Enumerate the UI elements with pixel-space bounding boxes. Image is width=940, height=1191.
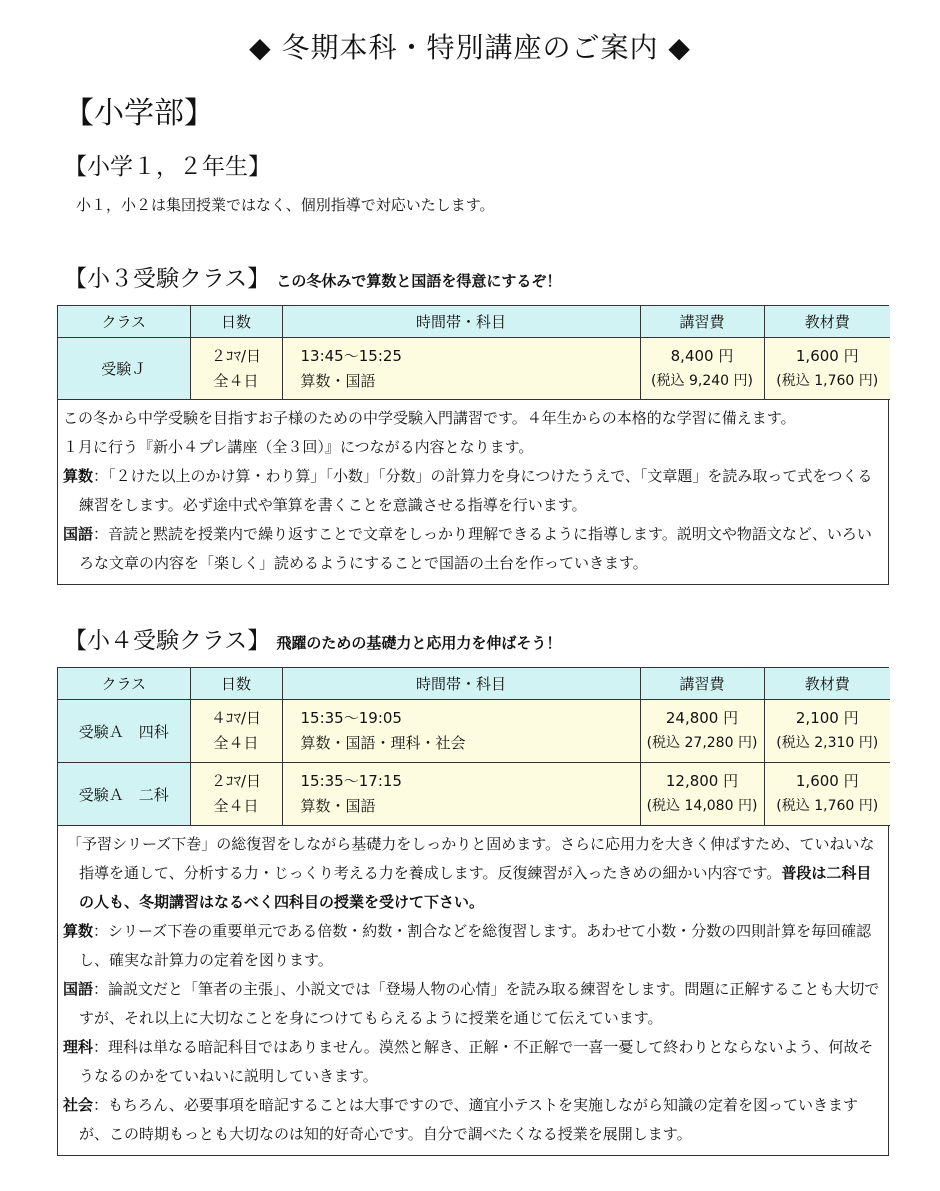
page-title: ◆ 冬期本科・特別講座のご案内 ◆ — [249, 31, 691, 64]
material-tax: (税込 2,310 円) — [776, 735, 879, 751]
time-range: 15:35～17:15 — [300, 772, 402, 790]
header-class: クラス — [58, 668, 190, 700]
desc-line: １月に行う『新小４プレ講座（全３回）』につながる内容となります。 — [63, 438, 534, 456]
days-cell — [190, 700, 282, 763]
science-label: 理科 — [63, 1038, 94, 1056]
material-tax: (税込 1,760 円) — [776, 372, 879, 389]
fee-cell — [640, 338, 764, 400]
grade3-table — [58, 306, 890, 400]
subjects: 算数・国語 — [300, 797, 376, 815]
grade4-heading-title: 【小４受験クラス】 — [64, 628, 271, 654]
time-cell — [282, 338, 640, 400]
math-text: ：シリーズ下巻の重要単元である倍数・約数・割合などを総復習します。あわせて小数・分数の四則計算を毎回確認し、確実な計算力の定着を図ります。 — [79, 922, 872, 969]
social-label: 社会 — [63, 1096, 94, 1114]
fee-tax: (税込 27,280 円) — [646, 735, 758, 751]
grade4-table — [58, 668, 890, 826]
days-per-day: ２ｺﾏ/日 — [210, 346, 262, 365]
class-cell: 受験Ｊ — [58, 338, 190, 400]
grade4-lead — [63, 830, 882, 917]
days-total: 全４日 — [213, 797, 259, 815]
material-cell — [764, 763, 890, 826]
material-amount: 1,600 円 — [795, 346, 859, 365]
time-cell — [282, 700, 640, 763]
japanese-text: ：論説文だと「筆者の主張」、小説文では「登場人物の心情」を読み取る練習をします。問題に正解することも大切ですが、それ以上に大切なことを身につけてもらえるように授業を通じて伝えています。 — [79, 980, 880, 1027]
table-row — [58, 338, 890, 400]
class-cell: 受験Ａ 四科 — [58, 700, 190, 763]
days-cell — [190, 338, 282, 400]
math-text: ：「２けた以上のかけ算・わり算」「小数」「分数」の計算力を身につけたうえで、「文章題」を読み取って式をつくる練習をします。必ず途中式や筆算を書くことを意識させる指導を行います。 — [79, 467, 873, 514]
header-days: 日数 — [190, 306, 282, 338]
science-text: ：理科は単なる暗記科目ではありません。漠然と解き、正解・不正解で一喜一憂して終わりとならないよう、何故そうなるのかをていねいに説明していきます。 — [79, 1038, 874, 1085]
grade12-note: 小１，小２は集団授業ではなく、個別指導で対応いたします。 — [76, 196, 495, 214]
lead-text: 「予習シリーズ下巻」の総復習をしながら基礎力をしっかりと固めます。さらに応用力を大きく伸ばすため、ていねいな指導を通して、分析する力・じっくり考える力を養成します。反復練習が入ったきめの細かい内容です。 — [67, 835, 875, 882]
grade4-heading — [64, 622, 561, 655]
grade4-description — [58, 826, 888, 1155]
grade3-description — [58, 400, 888, 584]
header-fee: 講習費 — [640, 668, 764, 700]
lead-bold-text: 普段は二科目の人も、冬期講習はなるべく四科目の授業を受けて下さい。 — [79, 864, 872, 911]
days-total: 全４日 — [213, 371, 259, 390]
math-description — [63, 462, 882, 520]
time-range: 15:35～19:05 — [300, 709, 402, 727]
material-cell — [764, 338, 890, 400]
japanese-description — [63, 520, 882, 578]
fee-cell — [640, 700, 764, 763]
social-text: ：もちろん、必要事項を暗記することは大事ですので、適宜小テストを実施しながら知識の定着を図っていきますが、この時期もっとも大切なのは知的好奇心です。自分で調べたくなる授業を展開します。 — [79, 1096, 859, 1143]
header-material: 教材費 — [764, 306, 890, 338]
table-header-row — [58, 306, 890, 338]
material-amount: 1,600 円 — [795, 772, 859, 790]
grade3-heading-title: 【小３受験クラス】 — [64, 266, 271, 292]
grade4-subtitle: 飛躍のための基礎力と応用力を伸ばそう！ — [276, 634, 562, 652]
days-per-day: ４ｺﾏ/日 — [210, 709, 262, 727]
time-cell — [282, 763, 640, 826]
fee-amount: 24,800 円 — [665, 709, 739, 727]
header-time: 時間帯・科目 — [282, 668, 640, 700]
fee-tax: (税込 9,240 円) — [651, 372, 753, 389]
math-label: 算数 — [63, 922, 94, 940]
subjects: 算数・国語 — [300, 371, 376, 390]
days-cell — [190, 763, 282, 826]
header-fee: 講習費 — [640, 306, 764, 338]
social-description — [63, 1091, 882, 1149]
table-row — [58, 763, 890, 826]
math-description — [63, 917, 882, 975]
japanese-text: ：音読と黙読を授業内で繰り返すことで文章をしっかり理解できるように指導します。説明文や物語文など、いろいろな文章の内容を「楽しく」読めるようにすることで国語の土台を作っていきます。 — [79, 525, 872, 572]
header-class: クラス — [58, 306, 190, 338]
grade3-section — [57, 305, 889, 585]
japanese-description — [63, 975, 882, 1033]
header-material: 教材費 — [764, 668, 890, 700]
fee-amount: 12,800 円 — [665, 772, 739, 790]
division-heading: 【小学部】 — [64, 96, 214, 131]
fee-amount: 8,400 円 — [670, 346, 734, 365]
time-range: 13:45～15:25 — [300, 346, 402, 365]
material-amount: 2,100 円 — [795, 709, 859, 727]
desc-line: この冬から中学受験を目指すお子様のための中学受験入門講習です。４年生からの本格的な学習に備えます。 — [63, 409, 796, 427]
grade3-heading — [64, 260, 561, 293]
fee-tax: (税込 14,080 円) — [646, 798, 758, 814]
math-label: 算数 — [63, 467, 94, 485]
science-description — [63, 1033, 882, 1091]
header-days: 日数 — [190, 668, 282, 700]
table-header-row — [58, 668, 890, 700]
class-cell: 受験Ａ 二科 — [58, 763, 190, 826]
subjects: 算数・国語・理科・社会 — [300, 734, 466, 752]
grade12-heading: 【小学１，２年生】 — [64, 154, 271, 180]
material-tax: (税込 1,760 円) — [776, 798, 879, 814]
grade4-section — [57, 667, 889, 1156]
header-time: 時間帯・科目 — [282, 306, 640, 338]
grade3-subtitle: この冬休みで算数と国語を得意にするぞ！ — [276, 272, 562, 290]
days-total: 全４日 — [213, 734, 259, 752]
japanese-label: 国語 — [63, 525, 94, 543]
material-cell — [764, 700, 890, 763]
days-per-day: ２ｺﾏ/日 — [210, 772, 262, 790]
japanese-label: 国語 — [63, 980, 94, 998]
table-row — [58, 700, 890, 763]
fee-cell — [640, 763, 764, 826]
